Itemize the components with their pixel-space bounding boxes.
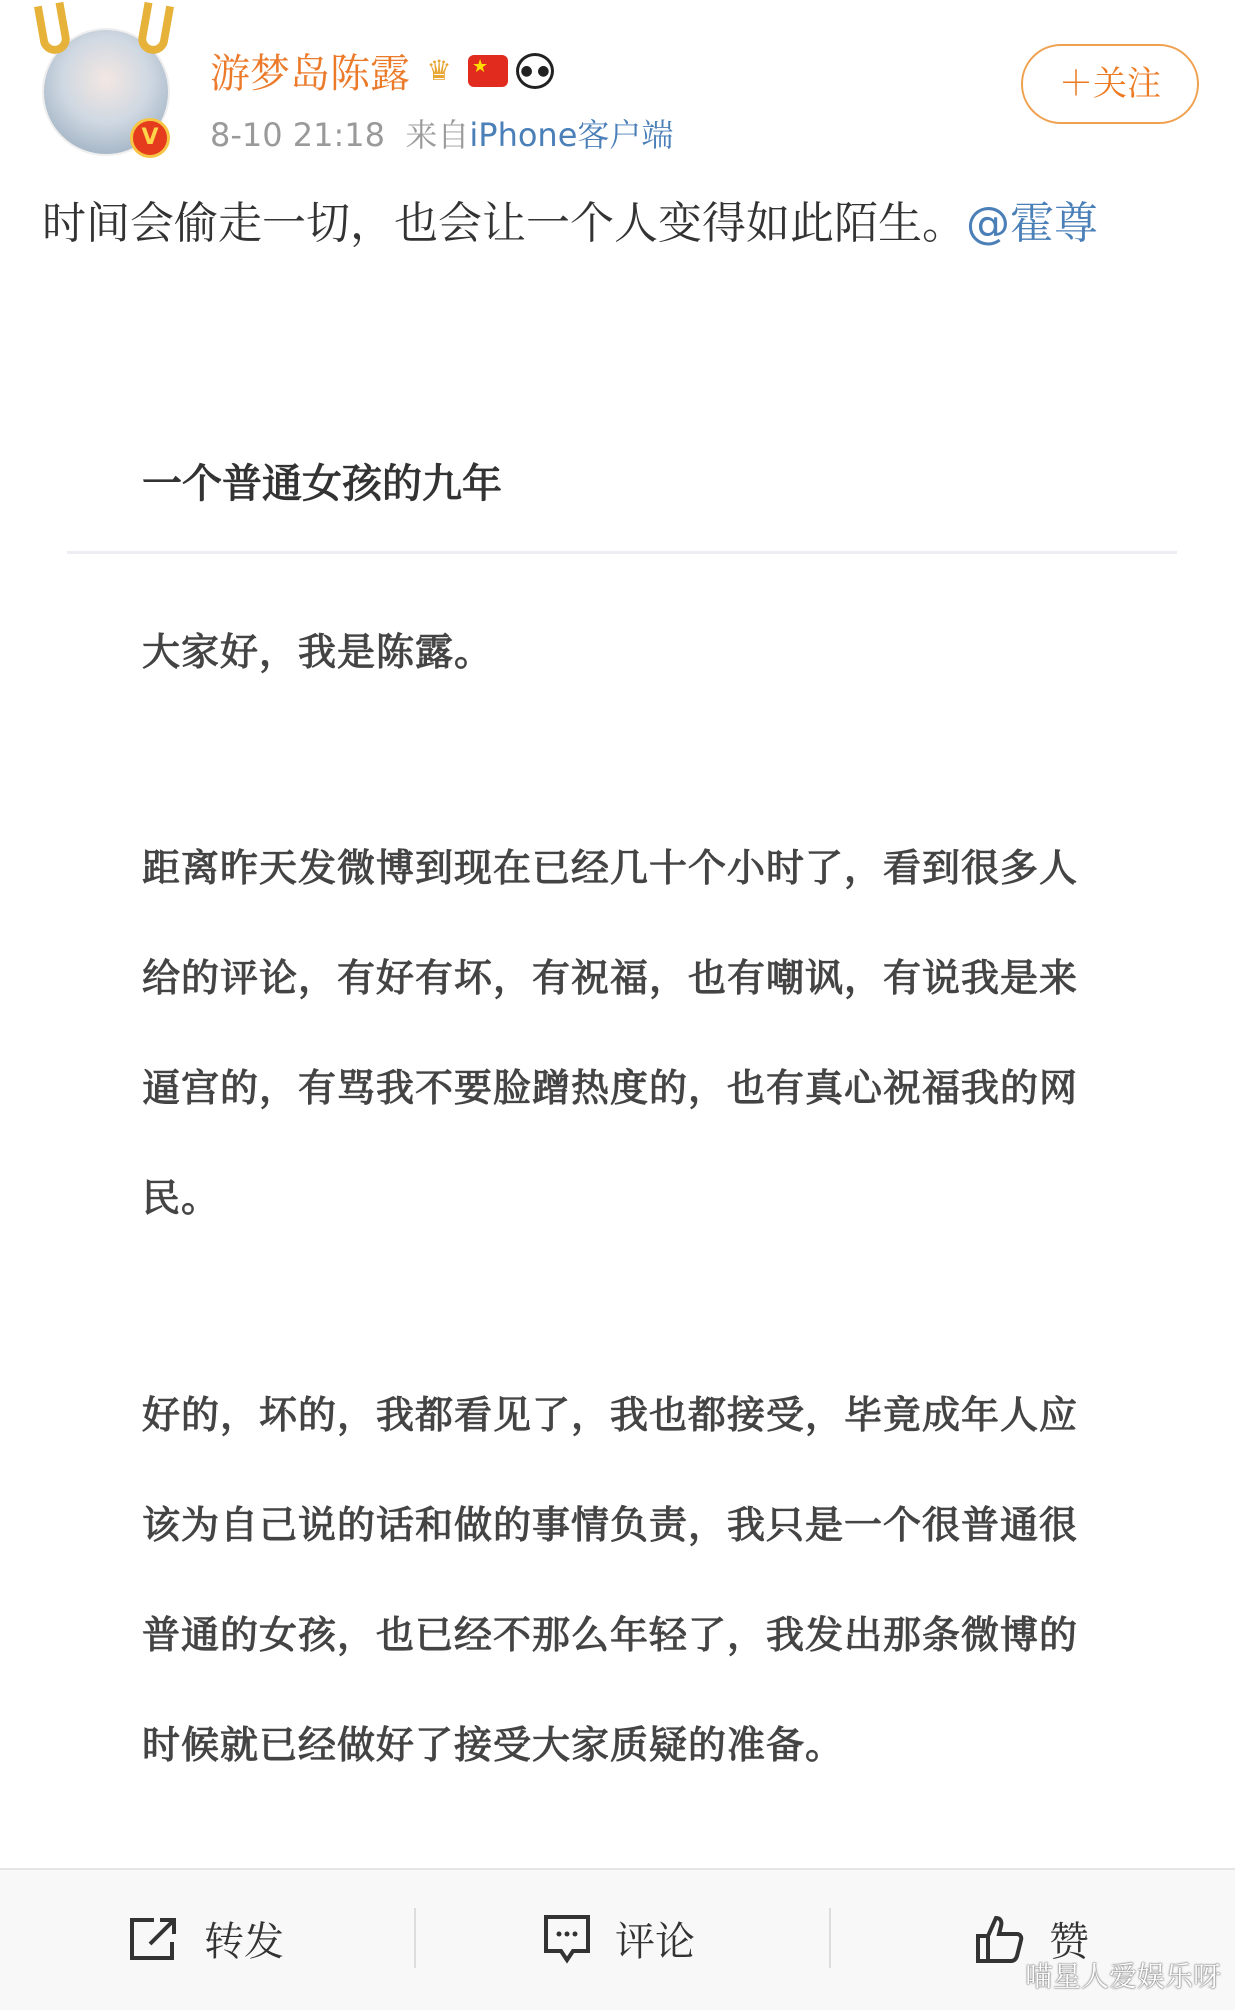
article-paragraph: 距离昨天发微博到现在已经几十个小时了，看到很多人给的评论，有好有坏，有祝福，也有嘲讽，有说我是来逼宫的，有骂我不要脸蹭热度的，也有真心祝福我的网民。: [142, 846, 1079, 1220]
source-link[interactable]: iPhone客户端: [469, 116, 674, 154]
thumbs-up-icon: [975, 1914, 1025, 1964]
timestamp: 8-10 21:18: [210, 116, 386, 154]
like-label: 赞: [1049, 1919, 1089, 1965]
repost-button[interactable]: [128, 1910, 284, 1967]
source-prefix: 来自: [405, 116, 470, 154]
mention-link[interactable]: @霍尊: [966, 198, 1098, 249]
panda-icon: ● ●: [516, 53, 554, 89]
user-name-row: [210, 42, 554, 99]
watermark: 喵星人爱娱乐呀: [1025, 1960, 1222, 1993]
verified-badge: V: [130, 118, 170, 158]
follow-button[interactable]: ＋关注: [1021, 44, 1199, 124]
repost-label: 转发: [204, 1919, 284, 1965]
post-meta: [210, 110, 673, 156]
antler-decoration: [34, 2, 72, 56]
post-text: [42, 190, 1192, 258]
share-icon: [128, 1916, 180, 1962]
user-name[interactable]: 游梦岛陈露: [210, 51, 410, 97]
antler-decoration: [136, 2, 174, 56]
china-flag-icon: ★: [468, 55, 508, 87]
comment-label: 评论: [615, 1919, 695, 1965]
post-body: 时间会偷走一切，也会让一个人变得如此陌生。: [42, 198, 966, 249]
separator: [829, 1908, 831, 1968]
comment-icon: [543, 1914, 591, 1964]
separator: [414, 1908, 416, 1968]
divider: [67, 551, 1177, 554]
article-paragraph: 大家好，我是陈露。: [142, 630, 494, 674]
comment-button[interactable]: [543, 1910, 695, 1967]
article-paragraph: 好的，坏的，我都看见了，我也都接受，毕竟成年人应该为自己说的话和做的事情负责，我只是一个很普通很普通的女孩，也已经不那么年轻了，我发出那条微博的时候就已经做好了接受大家质疑的准备。: [142, 1393, 1079, 1767]
crown-icon: ♛: [426, 53, 452, 87]
article-title: 一个普通女孩的九年: [142, 461, 502, 507]
